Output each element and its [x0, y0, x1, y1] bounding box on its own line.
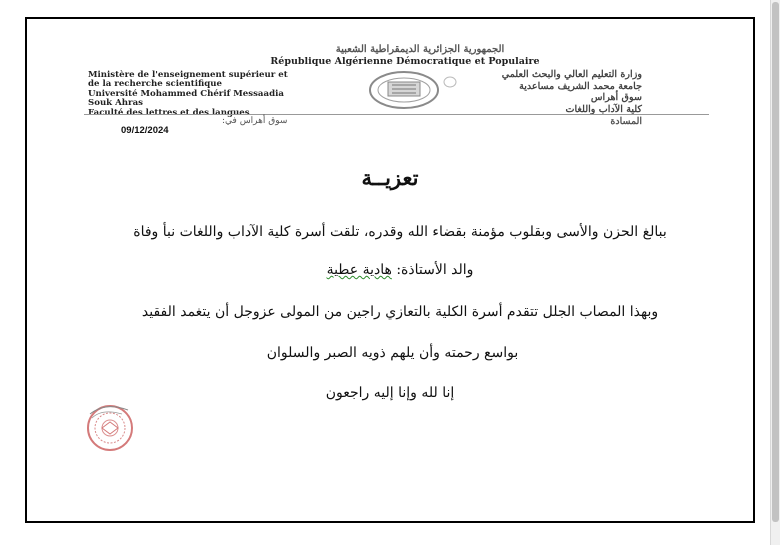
header-french-line: Faculté des lettres et des langues	[88, 107, 250, 118]
header-french-institution	[88, 71, 288, 118]
letter-title: تعزيــة	[361, 165, 419, 190]
letter-line-3: وبهذا المصاب الجلل تتقدم أسرة الكلية بالتعازي راجين من المولى عزوجل أن يتغمد الفقيد	[141, 304, 659, 320]
header-french-republic: République Algérienne Démocratique et Populaire	[270, 56, 540, 67]
vertical-scrollbar[interactable]	[770, 0, 780, 545]
header-french-line: Ministère de l'enseignement supérieur et	[88, 70, 288, 80]
musadad-label: المسادة	[610, 116, 642, 127]
header-arabic-line: وزارة التعليم العالي والبحث العلمي	[501, 69, 642, 80]
header-arabic-line: جامعة محمد الشريف مساعدية	[519, 80, 642, 92]
university-logo-icon	[366, 68, 458, 112]
letter-line-1: ببالغ الحزن والأسى وبقلوب مؤمنة بقضاء الله وقدره، تلقت أسرة كلية الآداب واللغات نبأ وفاة	[133, 224, 667, 240]
place-date-label: سوق أهراس في:	[222, 116, 288, 126]
header-arabic-institution	[502, 69, 642, 115]
header-divider	[84, 114, 709, 115]
header-french-line: de la recherche scientifique	[88, 79, 222, 90]
header-french-line: Souk Ahras	[88, 98, 143, 109]
letter-line-2-prefix: والد الأستاذة:	[391, 262, 474, 278]
letter-line-4: بواسع رحمته وأن يلهم ذويه الصبر والسلوان	[266, 345, 519, 361]
letter-line-2	[250, 262, 550, 278]
header-arabic-republic: الجمهورية الجزائرية الديمقراطية الشعبية	[335, 44, 505, 55]
letter-line-5: إنا لله وإنا إليه راجعون	[325, 385, 455, 401]
scrollbar-thumb[interactable]	[772, 2, 779, 522]
professor-name: هادية عطية	[326, 262, 392, 278]
header-arabic-line: سوق أهراس	[590, 92, 642, 103]
header-french-line: Université Mohammed Chérif Messaadia	[88, 88, 284, 99]
letter-date: 09/12/2024	[121, 125, 169, 136]
official-stamp-icon	[82, 400, 138, 452]
header-arabic-line: كلية الآداب واللغات	[565, 103, 642, 115]
